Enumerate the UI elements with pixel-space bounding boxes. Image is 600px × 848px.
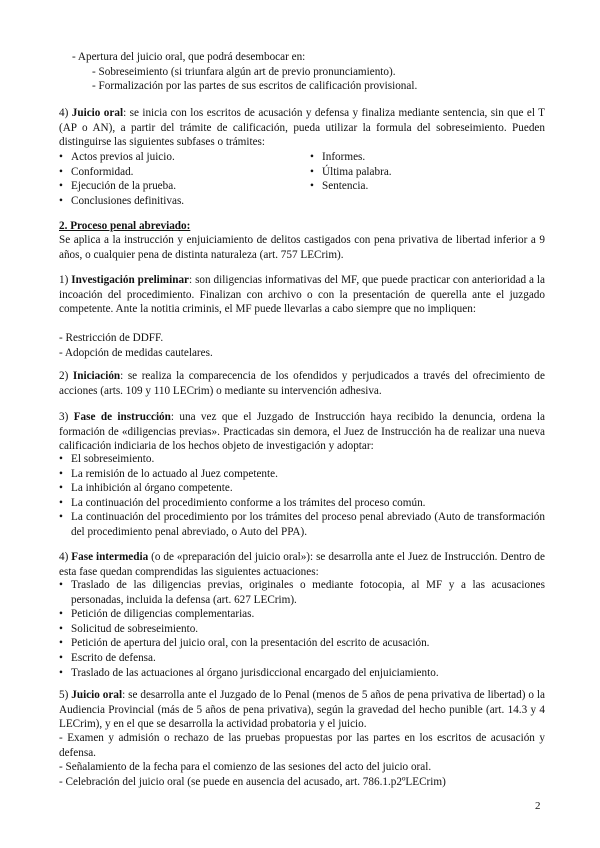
section-intro: Se aplica a la instrucción y enjuiciamiento de delitos castigados con pena privativa de libertad inferior a 9 años, o cualquier pena de distinta naturaleza (art. 757 LECrim). — [59, 234, 545, 261]
section-heading — [59, 219, 545, 234]
dash-item: - Examen y admisión o rechazo de las pruebas propuestas por las partes en los escritos de acusación y defensa. — [59, 732, 545, 759]
page-number: 2 — [535, 800, 541, 812]
list-item: • El sobreseimiento. — [59, 453, 155, 465]
item-fase-intermedia: 4) Fase intermedia (o de «preparación del juicio oral»): se desarrolla ante el Juez de Instrucción. Dentro de esta fase quedan comprendidas las siguientes actuaciones: — [59, 551, 545, 578]
list-item: • Sentencia. — [310, 180, 369, 193]
heading-text: 2. Proceso penal abreviado: — [59, 220, 191, 232]
bullet-list — [59, 452, 545, 540]
list-item: • Ejecución de la prueba. — [59, 180, 176, 193]
list-item: • Traslado de las actuaciones al órgano jurisdiccional encargado del enjuiciamiento. — [59, 666, 439, 679]
section-juicio-oral — [59, 106, 545, 150]
dash-item: - Señalamiento de la fecha para el comienzo de las sesiones del acto del juicio oral. — [59, 761, 432, 774]
item-fase-instruccion: 3) Fase de instrucción: una vez que el Juzgado de Instrucción haya recibido la denuncia, ordena la formación de «diligencias previas». Practicadas sin demora, el Juez de Instrucción ha de realizar una nueva calificación indiciaria de los hechos objeto de investigación y adoptar: — [59, 411, 545, 453]
item-number: 4) — [59, 107, 72, 119]
bullet-list — [59, 578, 545, 680]
item-text: : se inicia con los escritos de acusación y defensa y finaliza mediante sentencia, sin que el T (AP o AN), a partir del trámite de calificación, pueda utilizar la formula del sobreseimiento. Pueden distinguirse las siguientes subfases o trámites: — [59, 107, 545, 149]
list-item: • Traslado de las diligencias previas, originales o mediante fotocopia, al MF y a las acusaciones personadas, incluida la defensa (art. 627 LECrim). — [59, 579, 545, 606]
list-item: • La remisión de lo actuado al Juez competente. — [59, 467, 278, 480]
list-item: • La continuación del procedimiento por los trámites del proceso penal abreviado (Auto de transformación del procedimiento penal abreviado, o Auto del PPA). — [59, 511, 545, 538]
item-investigacion-preliminar: 1) Investigación preliminar: son diligencias informativas del MF, que puede practicar con anterioridad a la incoación del procedimiento. Finalizan con archivo o con la presentación de querella ante el juzgado competente. Ante la notitia criminis, el MF puede llevarlas a cabo siempre que no impliquen: — [59, 274, 546, 316]
dash-item: - Restricción de DDFF. — [59, 332, 164, 344]
list-item: • Última palabra. — [310, 165, 392, 178]
list-item: • Escrito de defensa. — [59, 651, 156, 664]
dash-list — [59, 331, 545, 360]
subphases-list — [59, 150, 545, 210]
item-title: Juicio oral — [71, 107, 124, 119]
list-item: • Petición de apertura del juicio oral, con la presentación del escrito de acusación. — [59, 637, 430, 650]
intro-list — [59, 50, 545, 94]
item-iniciacion: 2) Iniciación: se realiza la comparecencia de los ofendidos y perjudicados a través del ofrecimiento de acciones (arts. 109 y 110 LECrim) o mediante su intervención adhesiva. — [59, 370, 545, 397]
intro-line: - Apertura del juicio oral, que podrá desembocar en: — [72, 51, 306, 63]
list-item: • Actos previos al juicio. — [59, 151, 175, 163]
list-item: • Conformidad. — [59, 165, 134, 178]
subphases-left-column — [59, 150, 184, 208]
list-item: • Petición de diligencias complementarias. — [59, 608, 255, 621]
document-page — [59, 0, 545, 848]
list-item: • La continuación del procedimiento conforme a los trámites del proceso común. — [59, 496, 426, 509]
list-item: • Informes. — [310, 151, 366, 163]
dash-item: - Adopción de medidas cautelares. — [59, 346, 213, 359]
dash-item: - Celebración del juicio oral (se puede en ausencia del acusado, art. 786.1.p2ºLECrim) — [59, 775, 446, 788]
list-item: • La inhibición al órgano competente. — [59, 482, 233, 495]
dash-list — [59, 731, 545, 789]
item-juicio-oral: 5) Juicio oral: se desarrolla ante el Juzgado de lo Penal (menos de 5 años de pena privativa de libertad) o la Audiencia Provincial (más de 5 años de pena privativa), según la gravedad del hecho punible (art. 14.3 y 4 LECrim), y en el que se desarrolla la actividad probatoria y el juicio. — [59, 689, 546, 731]
list-item: • Solicitud de sobreseimiento. — [59, 622, 199, 635]
subphases-right-column — [310, 150, 392, 194]
list-item: • Conclusiones definitivas. — [59, 194, 185, 207]
intro-line: - Sobreseimiento (si triunfara algún art de previo pronunciamiento). — [92, 65, 396, 78]
intro-line: - Formalización por las partes de sus escritos de calificación provisional. — [92, 80, 418, 93]
